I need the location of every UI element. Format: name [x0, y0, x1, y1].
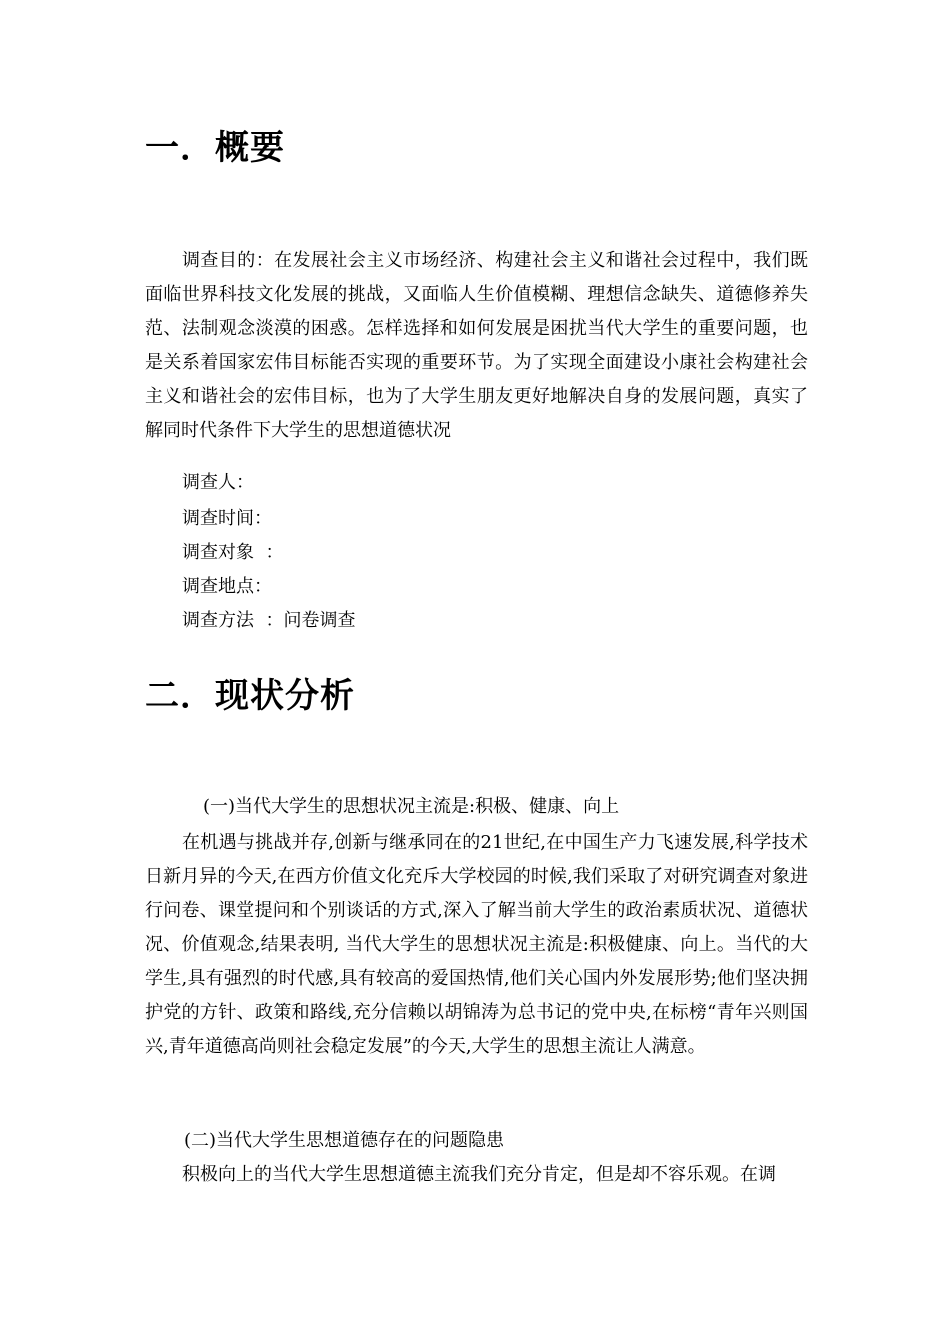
survey-purpose-paragraph: 调查目的：在发展社会主义市场经济、构建社会主义和谐社会过程中，我们既面临世界科技文化发展的挑战，又面临人生价值模糊、理想信念缺失、道德修养失范、法制观念淡漠的困惑。怎样选择和如何发展是困扰当代大学生的重要问题，也是关系着国家宏伟目标能否实现的重要环节。为了实现全面建设小康社会构建社会主义和谐社会的宏伟目标，也为了大学生朋友更好地解决自身的发展问题，真实了解同时代条件下大学生的思想道德状况 — [145, 250, 808, 441]
section-heading-overview: 一．概要 — [145, 128, 285, 168]
subsection-title-problems: (二)当代大学生思想道德存在的问题隐患 — [184, 1130, 505, 1151]
section-heading-analysis: 二．现状分析 — [145, 676, 355, 716]
subsection-title-mainstream: (一)当代大学生的思想状况主流是:积极、健康、向上 — [203, 796, 620, 817]
survey-time-field: 调查时间： — [182, 508, 272, 529]
mainstream-paragraph: 在机遇与挑战并存,创新与继承同在的21世纪,在中国生产力飞速发展,科学技术日新月异的今天,在西方价值文化充斥大学校园的时候,我们采取了对研究调查对象进行问卷、课堂提问和个别谈话的方式,深入了解当前大学生的政治素质状况、道德状况、价值观念,结果表明, 当代大学生的思想状况主流是:积极健康、向上。当代的大学生,具有强烈的时代感,具有较高的爱国热情,他们关心国内外发展形势;他们坚决拥护党的方针、政策和路线,充分信赖以胡锦涛为总书记的党中央,在标榜“青年兴则国兴,青年道德高尚则社会稳定发展”的今天,大学生的思想主流让人满意。 — [145, 832, 808, 1057]
survey-location-field: 调查地点： — [182, 576, 272, 597]
surveyor-field: 调查人： — [182, 472, 254, 493]
survey-subject-field: 调查对象 ： — [182, 542, 284, 563]
problems-paragraph: 积极向上的当代大学生思想道德主流我们充分肯定，但是却不容乐观。在调 — [182, 1164, 776, 1185]
survey-method-field: 调查方法 ：问卷调查 — [182, 610, 356, 631]
